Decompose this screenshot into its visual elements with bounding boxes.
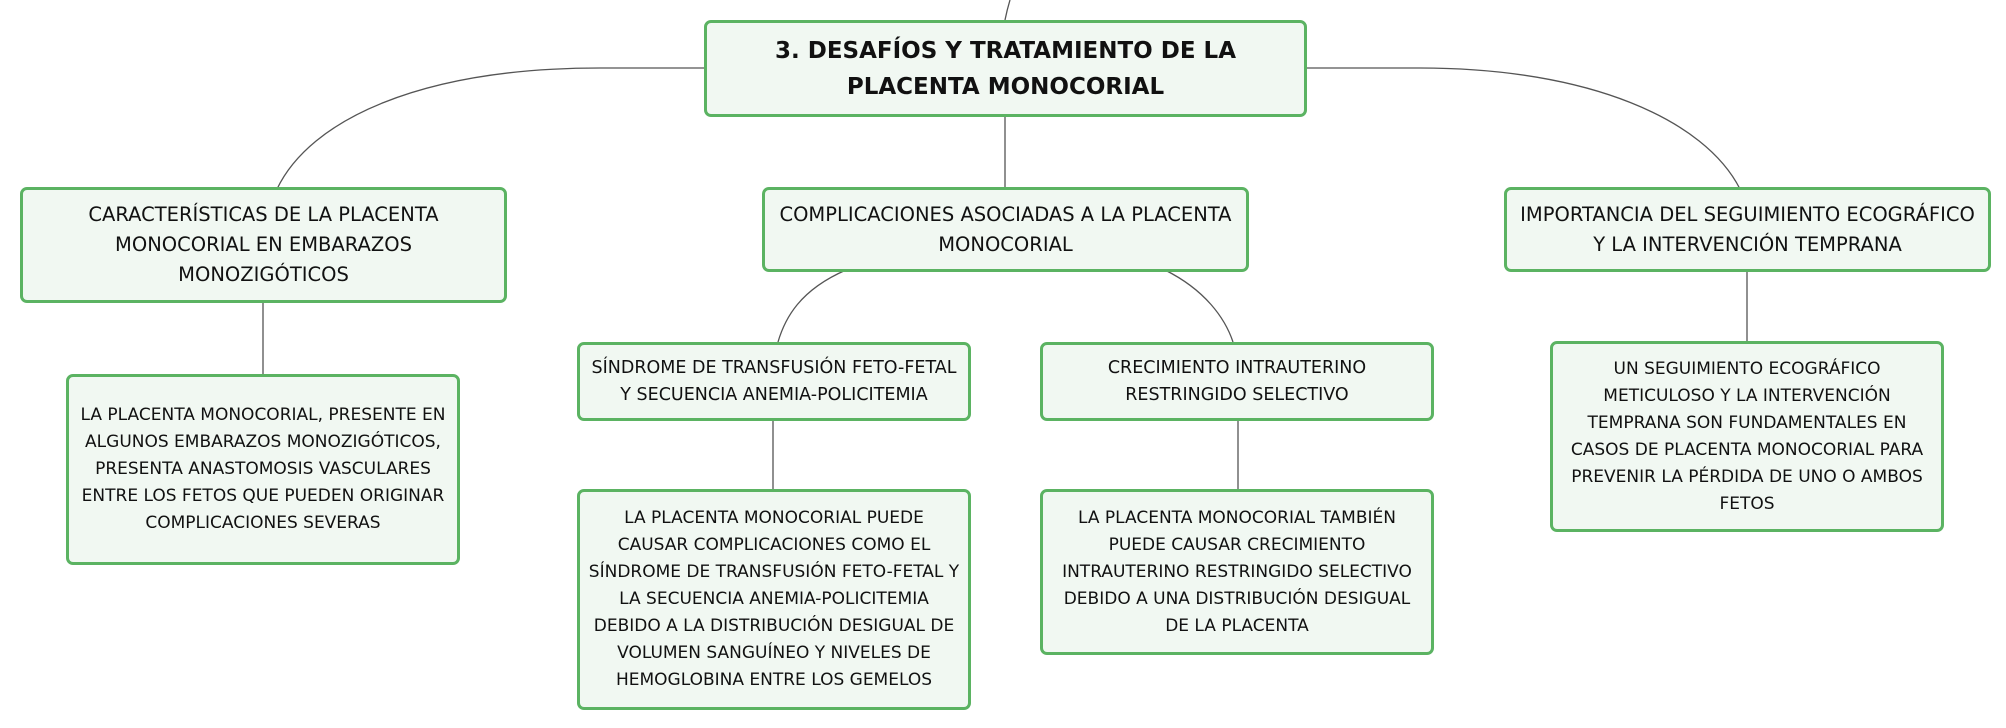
characteristics-detail-node[interactable] <box>66 374 460 565</box>
root-node[interactable] <box>704 20 1307 117</box>
characteristics-node[interactable] <box>20 187 507 303</box>
growth-restriction-title: CRECIMIENTO INTRAUTERINO RESTRINGIDO SELECTIVO <box>1107 357 1367 405</box>
growth-detail-node[interactable] <box>1040 489 1434 655</box>
root-node-title: 3. DESAFÍOS Y TRATAMIENTO DE LA PLACENTA MONOCORIAL <box>774 37 1236 100</box>
transfusion-syndrome-node[interactable] <box>577 342 971 421</box>
complications-node-title: COMPLICACIONES ASOCIADAS A LA PLACENTA MONOCORIAL <box>779 202 1232 256</box>
monitoring-node[interactable] <box>1504 187 1991 272</box>
connector-root-to-characteristics <box>277 68 704 189</box>
characteristics-detail-text: LA PLACENTA MONOCORIAL, PRESENTE EN ALGUNOS EMBARAZOS MONOZIGÓTICOS, PRESENTA ANASTOMOSIS VASCULARES ENTRE LOS FETOS QUE PUEDEN ORIGINAR COMPLICACIONES SEVERAS <box>80 405 446 533</box>
growth-detail-text: LA PLACENTA MONOCORIAL TAMBIÉN PUEDE CAUSAR CRECIMIENTO INTRAUTERINO RESTRINGIDO SELECTIVO DEBIDO A UNA DISTRIBUCIÓN DESIGUAL DE LA PLACENTA <box>1062 507 1412 636</box>
connector-parent-to-root <box>1005 0 1010 20</box>
transfusion-detail-node[interactable] <box>577 489 971 710</box>
connector-complications-to-growth <box>1165 270 1233 342</box>
connector-root-to-monitoring <box>1306 68 1740 189</box>
monitoring-node-title: IMPORTANCIA DEL SEGUIMIENTO ECOGRÁFICO Y LA INTERVENCIÓN TEMPRANA <box>1520 202 1975 256</box>
transfusion-syndrome-title: SÍNDROME DE TRANSFUSIÓN FETO-FETAL Y SECUENCIA ANEMIA-POLICITEMIA <box>591 357 957 405</box>
transfusion-detail-text: LA PLACENTA MONOCORIAL PUEDE CAUSAR COMPLICACIONES COMO EL SÍNDROME DE TRANSFUSIÓN FETO-FETAL Y LA SECUENCIA ANEMIA-POLICITEMIA DEBIDO A LA DISTRIBUCIÓN DESIGUAL DE VOLUMEN SANGUÍNEO Y NIVELES DE HEMOGLOBINA ENTRE LOS GEMELOS <box>588 508 960 690</box>
monitoring-detail-node[interactable] <box>1550 341 1944 532</box>
growth-restriction-node[interactable] <box>1040 342 1434 421</box>
characteristics-node-title: CARACTERÍSTICAS DE LA PLACENTA MONOCORIAL EN EMBARAZOS MONOZIGÓTICOS <box>88 203 439 286</box>
complications-node[interactable] <box>762 187 1249 272</box>
monitoring-detail-text: UN SEGUIMIENTO ECOGRÁFICO METICULOSO Y LA INTERVENCIÓN TEMPRANA SON FUNDAMENTALES EN CASOS DE PLACENTA MONOCORIAL PARA PREVENIR LA PÉRDIDA DE UNO O AMBOS FETOS <box>1570 358 1924 514</box>
connector-complications-to-transfusion <box>778 270 846 342</box>
